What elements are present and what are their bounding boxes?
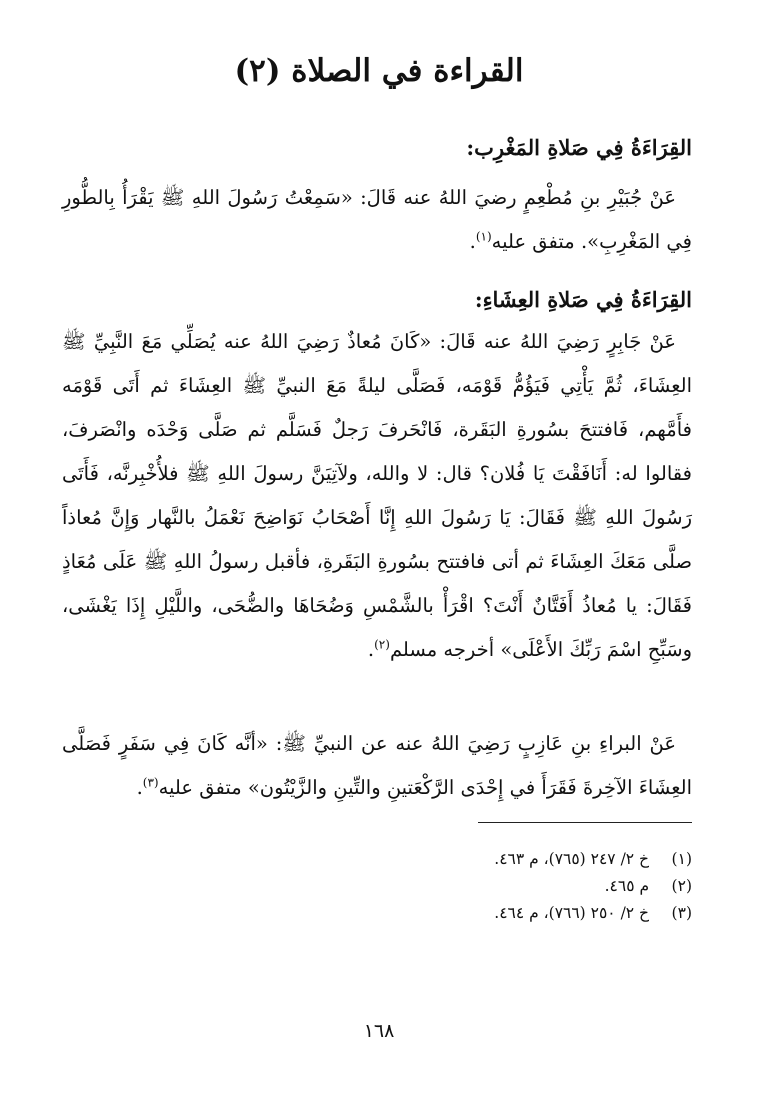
footnote-number: (٣) xyxy=(671,904,692,922)
footnote-text: خ ٢/ ٢٥٠ (٧٦٦)، م ٤٦٤. xyxy=(494,904,650,922)
footnotes xyxy=(66,846,692,927)
hadith-paragraph-2: عَنْ جَابِرٍ رَضِيَ اللهُ عنه قَالَ: «كَانَ مُعاذٌ رَضِيَ اللهُ عنه يُصَلِّي مَعَ النَّبِيِّ ﷺ العِشَاءَ، ثُمَّ يَأْتِي فَيَؤُمُّ قَوْمَه، فَصَلَّى ليلةً مَعَ النبيِّ ﷺ العِشَاءَ ثم أَتَى قَوْمَه فأَمَّهم، فَافتتحَ بسُورةِ البَقَرة، فَانْحَرفَ رَجلٌ فَسَلَّم ثم صَلَّى وَحْدَه وانْصَرفَ، فقالوا له: أَنَافَقْتَ يَا فُلان؟ قال: لا والله، ولآتِيَنَّ رسولَ اللهِ ﷺ فلأُخْبِرنَّه، فَأَتَى رَسُولَ اللهِ ﷺ فَقَالَ: يَا رَسُولَ اللهِ إِنَّا أَصْحَابُ نَوَاضِحَ نَعْمَلُ بالنَّهار وَإِنَّ مُعاذاً صلَّى مَعَكَ العِشَاءَ ثم أتى فافتتح بسُورةِ البَقَرةِ، فأقبل رسولُ اللهِ ﷺ عَلَى مُعَاذٍ فَقَالَ: يا مُعاذُ أَفَتَّانٌ أَنْتَ؟ اقْرَأْ بالشَّمْسِ وَضُحَاهَا والضُّحَى، واللَّيْلِ إِذَا يَغْشَى، وسَبِّحِ اسْمَ رَبِّكَ الأَعْلَى» أخرجه مسلم$^{(٢)}$. xyxy=(62,330,692,661)
page-title: القراءة في الصلاة (٢) xyxy=(234,53,524,89)
footnote-text: خ ٢/ ٢٤٧ (٧٦٥)، م ٤٦٣. xyxy=(494,850,650,868)
footnote-item xyxy=(66,900,692,927)
footnote-ref-3: (٣) xyxy=(142,775,159,790)
footnote-number: (١) xyxy=(671,850,692,868)
page-number: ١٦٨ xyxy=(363,1020,395,1042)
hadith-text-2: عَنْ جَابِرٍ رَضِيَ اللهُ عنه قَالَ: «كَانَ مُعاذٌ رَضِيَ اللهُ عنه يُصَلِّي مَعَ النَّبِيِّ ﷺ العِشَاءَ، ثُمَّ يَأْتِي فَيَؤُمُّ قَوْمَه، فَصَلَّى ليلةً مَعَ النبيِّ ﷺ العِشَاءَ ثم أَتَى قَوْمَه فأَمَّهم، فَافتتحَ بسُورةِ البَقَرة، فَانْحَرفَ رَجلٌ فَسَلَّم ثم صَلَّى وَحْدَه وانْصَرفَ، فقالوا له: أَنَافَقْتَ يَا فُلان؟ قال: لا والله، ولآتِيَنَّ رسولَ اللهِ ﷺ فلأُخْبِرنَّه، فَأَتَى رَسُولَ اللهِ ﷺ فَقَالَ: يَا رَسُولَ اللهِ إِنَّا أَصْحَابُ نَوَاضِحَ نَعْمَلُ بالنَّهار وَإِنَّ مُعاذاً صلَّى مَعَكَ العِشَاءَ ثم أتى فافتتح بسُورةِ البَقَرةِ، فأقبل رسولُ اللهِ ﷺ عَلَى مُعَاذٍ فَقَالَ: يا مُعاذُ أَفَتَّانٌ أَنْتَ؟ اقْرَأْ بالشَّمْسِ وَضُحَاهَا والضُّحَى، واللَّيْلِ إِذَا يَغْشَى، وسَبِّحِ اسْمَ رَبِّكَ الأَعْلَى» أخرجه مسلم xyxy=(62,330,692,661)
footnote-text: م ٤٦٥. xyxy=(604,877,650,895)
hadith-text-1: عَنْ جُبَيْرِ بنِ مُطْعِمٍ رضيَ اللهُ عنه قَالَ: «سَمِعْتُ رَسُولَ اللهِ ﷺ يَقْرَأُ بِالطُّورِ فِي المَغْرِبِ». متفق عليه xyxy=(62,186,692,253)
footnote-divider xyxy=(478,822,692,823)
footnote-ref-1: (١) xyxy=(475,229,492,244)
footnote-item xyxy=(66,873,692,900)
hadith-text-3: عَنْ البراءِ بنِ عَازِبٍ رَضِيَ اللهُ عنه عن النبيِّ ﷺ: «أنَّه كَانَ فِي سَفَرٍ فَصَلَّى العِشَاءَ الآخِرةَ فَقَرَأَ في إِحْدَى الرَّكْعَتينِ والتِّينِ والزَّيْتُون» متفق عليه xyxy=(62,732,692,799)
section-heading-maghrib: القِرَاءَةُ فِي صَلاةِ المَغْرِب: xyxy=(466,135,692,160)
hadith-paragraph-1: عَنْ جُبَيْرِ بنِ مُطْعِمٍ رضيَ اللهُ عنه قَالَ: «سَمِعْتُ رَسُولَ اللهِ ﷺ يَقْرَأُ بِالطُّورِ فِي المَغْرِبِ». متفق عليه$^{(١)}$. xyxy=(62,186,692,253)
section-heading-isha: القِرَاءَةُ فِي صَلاةِ العِشَاءِ: xyxy=(474,287,692,312)
hadith-paragraph-3: عَنْ البراءِ بنِ عَازِبٍ رَضِيَ اللهُ عنه عن النبيِّ ﷺ: «أنَّه كَانَ فِي سَفَرٍ فَصَلَّى العِشَاءَ الآخِرةَ فَقَرَأَ في إِحْدَى الرَّكْعَتينِ والتِّينِ والزَّيْتُون» متفق عليه$^{(٣)}$. xyxy=(62,732,692,799)
footnote-item xyxy=(66,846,692,873)
footnote-number: (٢) xyxy=(671,877,692,895)
footnote-ref-2: (٢) xyxy=(374,637,390,652)
